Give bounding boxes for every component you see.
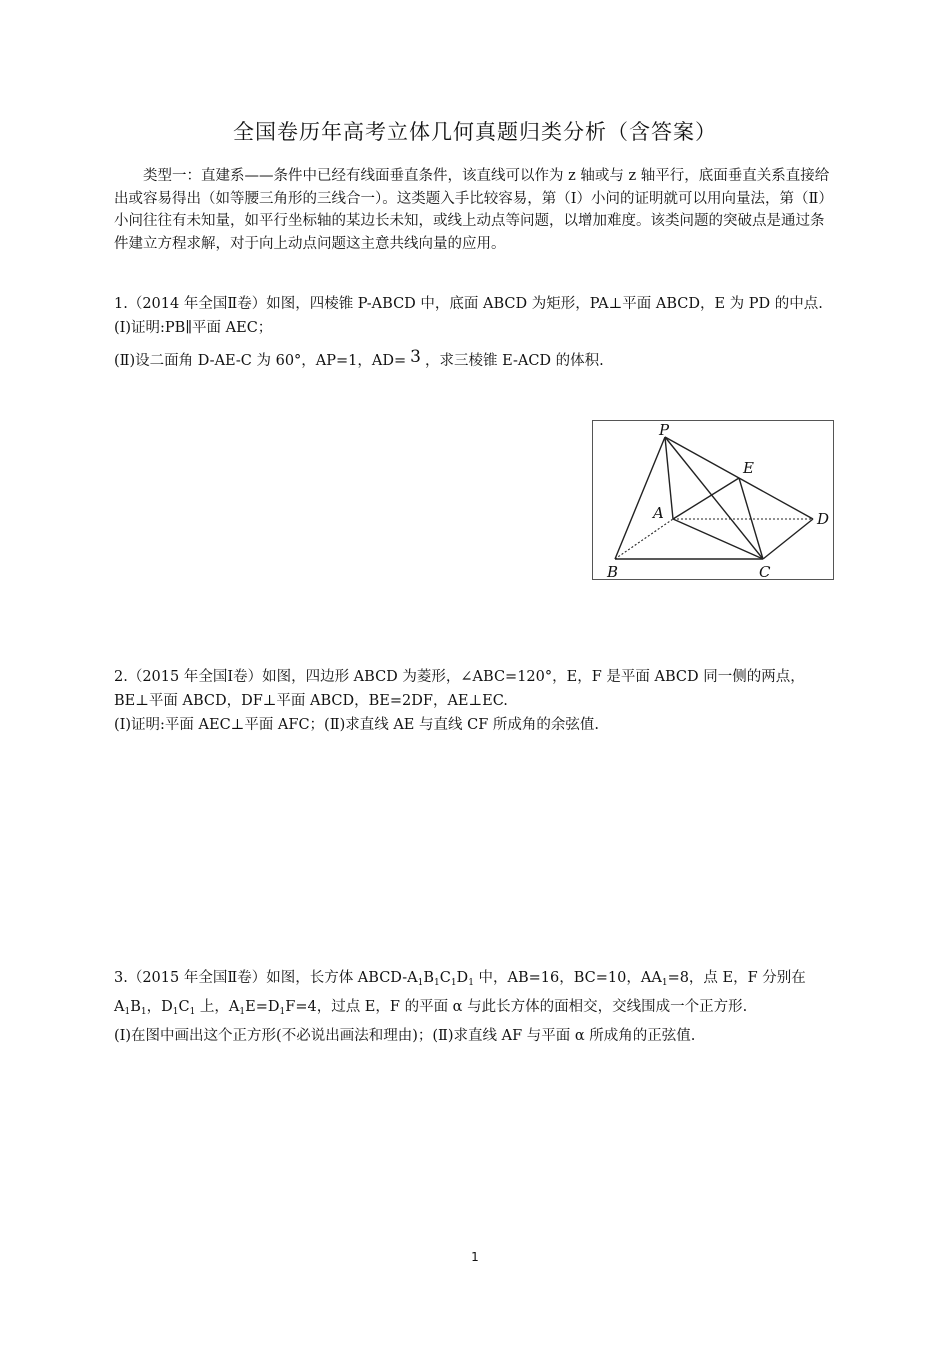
q3-sub: 1 (468, 978, 474, 988)
q3-sub: 1 (189, 1007, 196, 1017)
pyramid-figure (592, 420, 834, 580)
q3-text: B (130, 999, 141, 1015)
q1-part1: (Ⅰ)证明:PB∥平面 AEC； (114, 320, 273, 336)
q3-sub: 1 (172, 1007, 179, 1017)
q3-text: E=D (245, 999, 280, 1015)
intro-paragraph: 类型一：直建系——条件中已经有线面垂直条件，该直线可以作为 z 轴或与 z 轴平行，底面垂直关系直接给出或容易得出（如等腰三角形的三线合一）。这类题入手比较容易，第（Ⅰ）小问的证明就可以用向量法，第（Ⅱ）小问往往有未知量，如平行坐标轴的某边长未知，或线上动点等问题，以增加难度。该类问题的突破点是通过条件建立方程求解，对于向上动点问题这主意共线向量的应用。 (114, 168, 833, 252)
label-A: A (653, 504, 664, 522)
edge-PA (665, 437, 673, 519)
q3-sub: 1 (124, 1007, 131, 1017)
q3-sub: 1 (279, 1007, 286, 1017)
question-2 (114, 665, 838, 737)
q3-text: 3.（2015 年全国Ⅱ卷）如图，长方体 ABCD-A (114, 970, 418, 986)
edge-AE (673, 478, 739, 519)
q3-text: D (456, 970, 469, 986)
q3-text: B (423, 970, 434, 986)
q3-text: C (178, 999, 190, 1015)
q1-part2 (114, 348, 838, 373)
label-B: B (607, 563, 619, 581)
q3-sub: 1 (661, 978, 668, 988)
q3-text: =8，点 E，F 分别在 A (114, 970, 806, 1015)
pyramid-diagram (593, 421, 835, 581)
label-P: P (659, 421, 670, 439)
q3-sub: 1 (140, 1007, 147, 1017)
q3-text: C (439, 970, 451, 986)
q2-parts: (Ⅰ)证明:平面 AEC⊥平面 AFC；(Ⅱ)求直线 AE 与直线 CF 所成角的余弦值. (114, 717, 599, 733)
q3-text: F=4，过点 E，F 的平面 α 与此长方体的面相交，交线围成一个正方形. (285, 999, 748, 1015)
edge-PC (665, 437, 763, 559)
label-C: C (759, 563, 771, 581)
edge-PB (615, 437, 665, 559)
label-E: E (743, 459, 754, 477)
edge-CD (763, 519, 813, 559)
edge-AC (673, 519, 763, 559)
q1-sqrt3: 3 (410, 347, 421, 367)
q2-stem: 2.（2015 年全国Ⅰ卷）如图，四边形 ABCD 为菱形，∠ABC=120°，E，F 是平面 ABCD 同一侧的两点，BE⊥平面 ABCD，DF⊥平面 ABCD，BE=2DF，AE⊥EC. (114, 669, 805, 709)
q3-stem (114, 966, 838, 1024)
page-number: 1 (471, 1250, 479, 1264)
q3-text: ，D (146, 999, 173, 1015)
page-title: 全国卷历年高考立体几何真题归类分析（含答案） (233, 120, 717, 144)
question-3 (114, 966, 838, 1048)
q3-sub: 1 (239, 1007, 246, 1017)
q3-text: 上，A (195, 999, 240, 1015)
label-D: D (817, 510, 830, 528)
q3-sub: 1 (450, 978, 457, 988)
q1-part2-text-b: ，求三棱锥 E-ACD 的体积. (425, 353, 604, 369)
q1-part2-text-a: (Ⅱ)设二面角 D-AE-C 为 60°，AP=1，AD= (114, 353, 407, 369)
q1-stem: 1.（2014 年全国Ⅱ卷）如图，四棱锥 P-ABCD 中，底面 ABCD 为矩形，PA⊥平面 ABCD，E 为 PD 的中点. (114, 296, 823, 312)
q3-text: 中，AB=16，BC=10，AA (473, 970, 662, 986)
question-1 (114, 292, 838, 373)
q3-parts: (Ⅰ)在图中画出这个正方形(不必说出画法和理由)；(Ⅱ)求直线 AF 与平面 α 所成角的正弦值. (114, 1028, 696, 1044)
q3-sub: 1 (417, 978, 424, 988)
q3-sub: 1 (433, 978, 440, 988)
